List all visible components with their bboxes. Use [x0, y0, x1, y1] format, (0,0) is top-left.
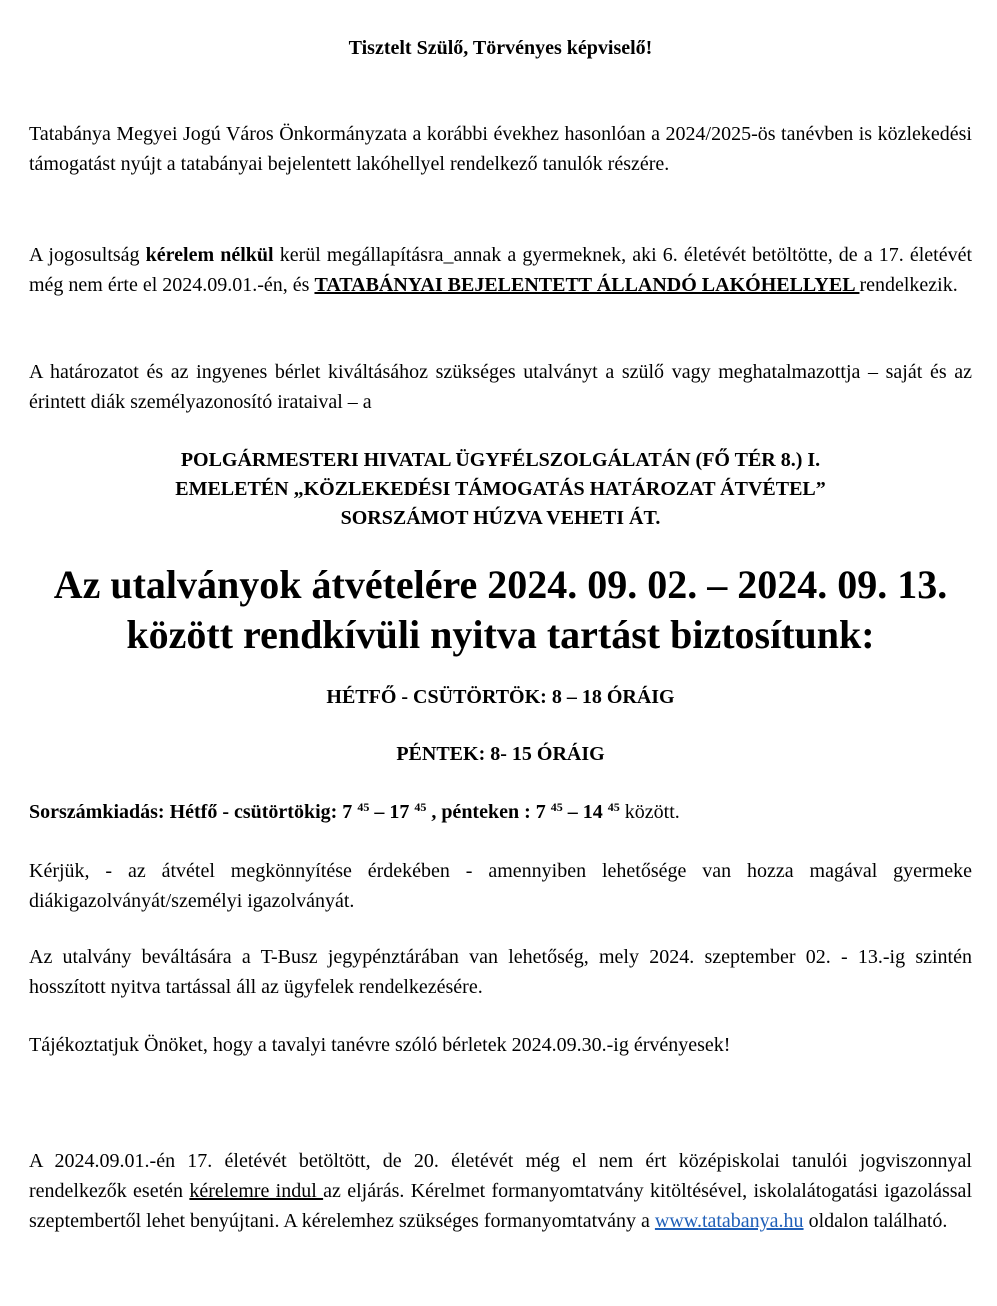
office-line: EMELETÉN „KÖZLEKEDÉSI TÁMOGATÁS HATÁROZAT ÁTVÉTEL”: [175, 478, 826, 500]
office-line: SORSZÁMOT HÚZVA VEHETI ÁT.: [340, 507, 661, 529]
hours-monday-thursday: HÉTFŐ - CSÜTÖRTÖK: 8 – 18 ÓRÁIG: [326, 686, 675, 708]
eligibility-text-2: kerül megállapításra_annak a gyermeknek, aki 6. életévét betöltötte, de a 17. életévét még nem érte el 2024.09.01.-én, és: [29, 244, 973, 296]
ticket-label: Sorszámkiadás: Hétfő - csütörtökig: 7: [29, 801, 358, 823]
office-location-block: [29, 446, 972, 533]
office-line: POLGÁRMESTERI HIVATAL ÜGYFÉLSZOLGÁLATÁN (FŐ TÉR 8.) I.: [180, 449, 821, 471]
on-request-emphasis: kérelemre indul: [189, 1180, 324, 1202]
ticket-minutes: 45: [414, 800, 427, 814]
voucher-redeem-paragraph: Az utalvány beváltására a T-Busz jegypénztárában van lehetőség, mely 2024. szeptember 02. - 13.-ig szintén hosszított nyitva tartással áll az ügyfelek rendelkezésére.: [29, 946, 972, 998]
residence-emphasis: TATABÁNYAI BEJELENTETT ÁLLANDÓ LAKÓHELLYEL: [314, 274, 860, 296]
opening-hours-headline: [29, 560, 972, 660]
secondary-text-3: oldalon található.: [803, 1210, 948, 1232]
secondary-text-1: A 2024.09.01.-én 17. életévét betöltött, de 20. életévét még el nem ért középiskolai tanulói jogviszonnyal rendelkezők esetén: [29, 1150, 972, 1202]
ticket-time: – 17: [369, 801, 415, 823]
ticket-minutes: 45: [550, 800, 563, 814]
documents-request-paragraph: Kérjük, - az átvétel megkönnyítése érdekében - amennyiben lehetősége van hozza magával gyermeke diákigazolványát/személyi igazolványát.: [29, 860, 972, 912]
secondary-school-paragraph: [29, 1146, 972, 1236]
ticket-issuing-hours: [29, 800, 972, 824]
pickup-paragraph: A határozatot és az ingyenes bérlet kiváltásához szükséges utalványt a szülő vagy meghatalmazottja – saját és az érintett diák személyazonosító irataival – a: [29, 361, 972, 413]
headline-line: Az utalványok átvételére 2024. 09. 02. – 2024. 09. 13.: [53, 562, 948, 607]
hours-friday: PÉNTEK: 8- 15 ÓRÁIG: [396, 743, 605, 765]
website-link[interactable]: www.tatabanya.hu: [654, 1210, 804, 1232]
eligibility-text-3: rendelkezik.: [859, 274, 958, 296]
ticket-end: között.: [619, 801, 680, 823]
greeting-heading: Tisztelt Szülő, Törvényes képviselő!: [348, 37, 653, 59]
eligibility-text-1: A jogosultság: [29, 244, 146, 266]
ticket-time: – 14: [562, 801, 608, 823]
ticket-time: , pénteken : 7: [426, 801, 551, 823]
no-request-emphasis: kérelem nélkül: [145, 244, 274, 266]
ticket-minutes: 45: [357, 800, 370, 814]
ticket-minutes: 45: [607, 800, 620, 814]
eligibility-paragraph: [29, 240, 972, 300]
pass-validity-paragraph: Tájékoztatjuk Önöket, hogy a tavalyi tanévre szóló bérletek 2024.09.30.-ig érvényesek!: [29, 1034, 731, 1056]
secondary-text-2: az eljárás. Kérelmet formanyomtatvány kitöltésével, iskolalátogatási igazolással szeptembertől lehet benyújtani. A kérelemhez szükséges formanyomtatvány a: [29, 1180, 972, 1232]
headline-line: között rendkívüli nyitva tartást biztosítunk:: [126, 612, 875, 657]
intro-paragraph: Tatabánya Megyei Jogú Város Önkormányzata a korábbi évekhez hasonlóan a 2024/2025-ös tanévben is közlekedési támogatást nyújt a tatabányai bejelentett lakóhellyel rendelkező tanulók részére.: [29, 123, 972, 175]
